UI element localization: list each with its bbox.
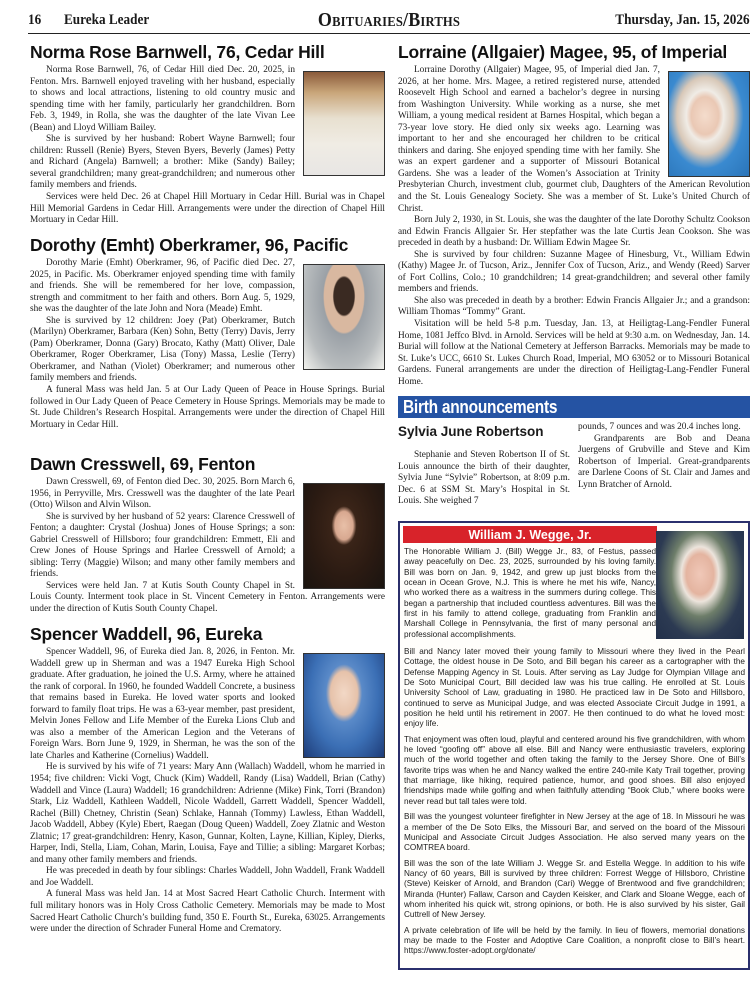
birth-paragraph: Stephanie and Steven Robertson II of St. Louis announce the birth of their daughter, Sylvia June “Sylvie” Robertson, at 8:09 p.m. Dec. 6 at SSM St. Mary’s Hospital in St. Louis. She weighed 7 <box>398 450 570 507</box>
birth-column-1 <box>398 422 570 508</box>
portrait-photo-magee <box>668 71 750 177</box>
obituary-paragraph: Dawn Cresswell, 69, of Fenton died Dec. 30, 2025. Born March 6, 1956, in Perryville, Mrs. Cresswell was the daughter of the late Pearl (Otto) Wilson and Alvin Wilson. <box>30 477 295 511</box>
obituary-paragraph: Services were held Dec. 26 at Chapel Hill Mortuary in Cedar Hill. Burial was in Chapel Hill Memorial Gardens in Cedar Hill. Arrangements were under the direction of Chapel Hill Mortuary in Cedar Hill. <box>30 192 385 226</box>
obituary-paragraph: He is survived by his wife of 71 years: Mary Ann (Wallach) Waddell, whom he married in 1954; five children: Vicki Vogt, Chuck (Kim) Waddell, Randy (Lisa) Waddell, Brian (Cathy) Waddell and Vince (Laura) Waddell; 16 grandchildren: Adrienne (Mike) Fink, Torri (Brandon) Stark, Liz Waddell, Kathleen Waddell, Nicole Waddell, Garrett Waddell, Spencer Waddell, Rachel (Bill) Chetney, Christin (Sean) Schlake, Hannah (Tommy) Lawless, Ethan Waddell, Jacob Waddell, Abbey (Kyle) Ebert, Raegan (Doug Queen) Waddell, Zoey Zlatnic and Weston Zlatnic; 17 great-grandchildren: Henry, Kason, Gunnar, Kolten, Layne, Killian, Kipley, Dierks, Harper, Indi, Stella, Liam, Cohan, Marin, Louisa, Faye and Tillie; a sibling: Margaret Korbas; and many other family members and friends. <box>30 762 385 865</box>
obituary-paragraph: He was preceded in death by four siblings: Charles Waddell, John Waddell, Frank Waddell and Joe Waddell. <box>30 866 385 888</box>
portrait-photo-cresswell <box>303 483 385 589</box>
obituary-paragraph: She is survived by four children: Suzanne Magee of Hinesburg, Vt., William Edwin (Kathy) Magee Jr. of Tucson, Ariz., Jennifer Cox of Tucson, Ariz., and Wendy (Reed) Sarver of Fort Collins, Colo.; 10 grandchildren; 14 great-grandchildren; and several other family members and friends. <box>398 249 750 295</box>
obituary-paragraph: Norma Rose Barnwell, 76, of Cedar Hill died Dec. 20, 2025, in Fenton. Mrs. Barnwell enjoyed traveling with her husband, especially to shows and local attractions, listening to old country music and spending time with her family, particularly her grandchildren. Born Feb. 3, 1949, in Rolla, she was the daughter of the late Vivan Lee (Bean) and Lloyd William Bailey. <box>30 65 295 133</box>
portrait-photo-wegge <box>656 531 744 639</box>
page-number: 16 <box>28 12 42 28</box>
obituary-paragraph: She is survived by 12 children: Joey (Pat) Oberkramer, Butch (Marilyn) Oberkramer, Barbara (Ken) Sohn, Betty (Terry) Davis, Jerry (Pam) Oberkramer, Donna (Gary) Brocato, Kathy (Matt) Oliver, Dale Oberkramer, Roger Oberkramer, Lisa (Tony) Massa, Leslie (Terry) Oberkramer, and Nathan (Violet) Oberkramer; and numerous other family members and friends. <box>30 315 295 384</box>
wegge-paragraph: Bill was the youngest volunteer firefighter in New Jersey at the age of 18. In Missouri he was a member of the De Soto Elks, the Missouri Bar, and served on the board of the Missouri Municipal and Associate Circuit Judges Association. He also served many years on the COMTREA board. <box>404 812 745 853</box>
wegge-intro <box>404 547 656 645</box>
issue-date: Thursday, Jan. 15, 2026 <box>615 12 750 28</box>
obituary-paragraph: She is survived by her husband of 52 years: Clarence Cresswell of Fenton; a daughter: Crystal (Joshua) Jones of House Springs; a son: Gabriel Cresswell of Hillsboro; four grandchildren: Emmett, Eli and Crew Jones of House Springs and Harlee Cresswell of Arnold; a sibling: Terry (Maggie) Wilson; and many other family members and friends. <box>30 511 295 580</box>
obituary-barnwell <box>30 42 385 235</box>
obituary-headline: Dorothy (Emht) Oberkramer, 96, Pacific <box>30 235 349 255</box>
obituary-cresswell <box>30 454 385 624</box>
birth-announcements-banner <box>398 396 750 418</box>
birth-paragraph-continued: pounds, 7 ounces and was 20.4 inches long. <box>578 422 741 432</box>
right-column <box>398 42 750 508</box>
obituary-paragraph: Lorraine Dorothy (Allgaier) Magee, 95, of Imperial died Jan. 7, 2026, at her home. Mrs. Magee, a retired registered nurse, attended Roosevelt High School and earned a bachelor’s degree in nursing from Washington University. While working as a nurse, she met William, a young medical resident at Barnes Hospital, which began a 73-year love story. He died only six weeks ago. Learning was important to her and she encouraged her children to be critical thinkers and daring. She enjoyed spending time with her family. She was an expert gardener and a supporter of Missouri Botanical Gardens. She was a leader of the Women’s Association at Trinity Presbyterian Church, investment club, gourmet club, Daughters of the American Revolution and the St. Louis Genealogy Society. She was a member of St. Luke’s United Church of Christ. <box>398 65 750 214</box>
obituary-waddell <box>30 624 385 936</box>
left-column <box>30 42 385 936</box>
birth-headline: Sylvia June Robertson <box>398 424 544 439</box>
paper-name: Eureka Leader <box>64 12 150 28</box>
wegge-paragraph: The Honorable William J. (Bill) Wegge Jr., 83, of Festus, passed away peacefully on Dec. 23, 2025, surrounded by his loving family. Bill was born on Jan. 9, 1942, and grew up just blocks from the ocean in Ocean Grove, N.J. This is where he met his wife, Nancy, who worked there as a waitress in the summers during college. This began a partnership that included countless adventures. Bill was the first in his family to attend college, graduating from Franklin and Marshall College in Pennsylvania, the first of many personal and professional accomplishments. <box>404 547 656 639</box>
portrait-photo-oberkramer <box>303 264 385 370</box>
wegge-title: William J. Wegge, Jr. <box>468 528 592 542</box>
wegge-title-banner <box>403 526 657 543</box>
birth-paragraph: Grandparents are Bob and Deana Juergens of Grubville and Steve and Kim Robertson of Imperial. Great-grandparents are Darlene Coons of St. Clair and James and Lynn Bratcher of Arnold. <box>578 433 750 490</box>
obituary-paragraph: Born July 2, 1930, in St. Louis, she was the daughter of the late Dorothy Schultz Cookson and Edwin Francis Allgaier Sr. Her stepfather was the late Curtis Jean Cookson. She was preceded in death by a husband: Dr. William Edwin Magee Sr. <box>398 215 750 249</box>
wegge-body <box>404 647 745 962</box>
obituary-headline: Spencer Waddell, 96, Eureka <box>30 624 263 644</box>
obituary-paragraph: Services were held Jan. 7 at Kutis South County Chapel in St. Louis County. Interment took place in St. Vincent Cemetery in Fenton. Arrangements were under the direction of Kutis South County Chapel. <box>30 580 385 615</box>
obituary-paragraph: Dorothy Marie (Emht) Oberkramer, 96, of Pacific died Dec. 27, 2025, in Pacific. Ms. Oberkramer enjoyed spending time with family and friends. She will be remembered for her love, compassion, strength and commitment to her faith and others. Born Aug. 5, 1929, she was the daughter of the late John and Nora (Meade) Emht. <box>30 258 295 315</box>
wegge-paragraph: Bill was the son of the late William J. Wegge Sr. and Estella Wegge. In addition to his wife Nancy of 60 years, Bill is survived by three children: Forrest Wegge of Hillsboro, Christine (Steve) Keisker of Arnold, and Brandon (Cari) Wegge of Brentwood and five grandchildren; Miranda (Hunter) Fallaw, Carson and Cayden Keisker, and Clark and Sloane Wegge, each of whom inherited his quick wit, strong opinions, or both. He is also survived by his sister, Gail Cuttrell of New Jersey. <box>404 858 745 920</box>
obituary-headline: Dawn Cresswell, 69, Fenton <box>30 454 256 474</box>
obituary-paragraph: A funeral Mass was held Jan. 14 at Most Sacred Heart Catholic Church. Interment with full military honors was in Holy Cross Catholic Cemetery. Memorials may be made to Most Sacred Heart Catholic Church’s building fund, 350 E. Fourth St., Eureka, 63025. Arrangements were under the direction of Schrader Funeral Home and Crematory. <box>30 889 385 935</box>
portrait-photo-waddell <box>303 653 385 758</box>
obituary-wegge-box <box>398 521 750 970</box>
birth-banner-label: Birth announcements <box>403 397 558 417</box>
obituary-paragraph: Spencer Waddell, 96, of Eureka died Jan. 8, 2026, in Fenton. Mr. Waddell grew up in Sherman and was a 1947 Eureka High School graduate. After graduation, he joined the U.S. Army, where he attained the rank of corporal. In 1960, he founded Waddell Concrete, a business that remains based in Eureka. He loved water sports and looked forward to family float trips. He was a 63-year member, past president, Melvin Jones Fellow and Life Member of the Eureka Lions Club and was also a member of the American Legion and the Veterans of Foreign Wars. Born June 9, 1929, in Sherman, he was the son of the late Charles and Katherine (Cornelius) Waddell. <box>30 647 295 761</box>
portrait-photo-barnwell <box>303 71 385 176</box>
obituary-headline: Norma Rose Barnwell, 76, Cedar Hill <box>30 42 325 62</box>
obituary-paragraph: She also was preceded in death by a brother: Edwin Francis Allgaier Jr.; and a grandson: William Thomas “Tommy” Grant. <box>398 295 750 318</box>
obituary-paragraph: A funeral Mass was held Jan. 5 at Our Lady Queen of Peace in House Springs. Burial followed in Our Lady Queen of Peace Cemetery in House Springs. Memorials may be made to St. Jude Children’s Research Hospital. Arrangements were under the direction of Chapel Hill Mortuary in Cedar Hill. <box>30 385 385 430</box>
obituary-oberkramer <box>30 235 385 454</box>
obituary-magee <box>398 42 750 392</box>
wegge-paragraph: Bill and Nancy later moved their young family to Missouri where they lived in the Pearl Cottage, the oldest house in De Soto, and Bill began his career as a cartographer with the Defense Mapping Agency in St. Louis. After serving as Lay Judge for Olympian Village and De Soto Municipal Court, Bill decided law was his true calling. He enrolled at St. Louis University School of Law, graduating in 1980. He practiced law in De Soto and Hillsboro, continued to serve as Municipal Judge, and was elected Associate Circuit Judge in 1991, a position he held until his retirement in 2007. He then continued to do what he loved most: enjoy life. <box>404 647 745 729</box>
obituary-headline: Lorraine (Allgaier) Magee, 95, of Imperial <box>398 42 728 62</box>
wegge-paragraph: A private celebration of life will be held by the family. In lieu of flowers, memorial donations may be made to the Foster and Adoptive Care Coalition, a nonprofit close to Bill’s heart. https://www.foster-adopt.org/donate/ <box>404 925 745 956</box>
birth-column-2 <box>578 422 750 508</box>
obituary-paragraph: She is survived by her husband: Robert Wayne Barnwell; four children: Russell (Renie) Byers, Steven Byers, Beverly (James) Petty and Richard (Angela) Barnwell; a brother: Mike (Sandy) Bailey; several grandchildren; many great-grandchildren; and numerous other family members and friends. <box>30 134 295 191</box>
obituary-paragraph: Visitation will be held 5-8 p.m. Tuesday, Jan. 13, at Heiligtag-Lang-Fendler Funeral Home, 1081 Jeffco Blvd. in Arnold. Services will be held at 9:30 a.m. on Wednesday, Jan. 14. Burial will follow at the National Cemetery at Jefferson Barracks. Memorials may be made to St. Luke’s UCC, 6610 St. Lukes Church Road, Imperial, MO 63052 or to Missouri Botanical Gardens. Funeral arrangements are under the direction of Heiligtag-Lang-Fendler Funeral Home. <box>398 319 750 387</box>
masthead <box>28 8 750 34</box>
birth-announcement <box>398 422 750 508</box>
section-title: Obituaries/Births <box>317 9 461 31</box>
wegge-paragraph: That enjoyment was often loud, playful and centered around his five grandchildren, with whom he loved “goofing off” above all else. Bill and Nancy were enthusiastic travelers, exploring much of the world together and often taking the family to the Jersey Shore. One of Bill’s favorite trips was when he and Nancy walked the entire 240-mile Katy Trail together, proving that marriage, like hiking, required patience, humor, and good shoes. Bill also enjoyed friendships made while golfing and when faithfully attending “Book Club,” where books were never read but tall tales were told. <box>404 734 745 806</box>
